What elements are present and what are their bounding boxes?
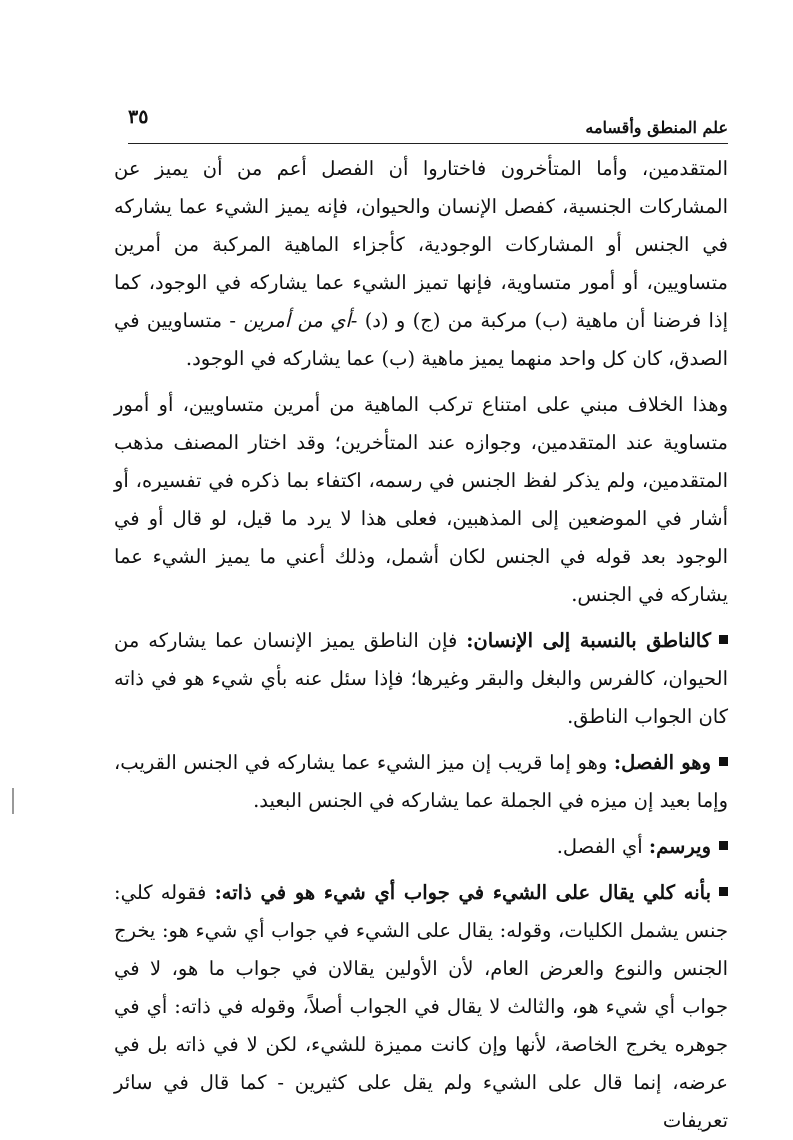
paragraph-2: وهذا الخلاف مبني على امتناع تركب الماهية من أمرين متساويين، أو أمور متساوية عند المتقدمين، وجوازه عند المتأخرين؛ وقد اختار المصنف مذهب المتقدمين، ولم يذكر لفظ الجنس في رسمه، اكتفاء بما ذكره في تفسيره، أو أشار في الموضعين إلى المذهبين، فعلى هذا لا يرد ما قيل، لو قال أو في الوجود بعد قوله في الجنس لكان أشمل، وذلك أعني ما يميز الشيء عما يشاركه في الجنس. [114, 393, 728, 606]
paragraph-3 [114, 622, 728, 736]
paragraph-1-italic: -أي من أمرين [243, 309, 358, 332]
body-text [114, 150, 728, 1140]
square-bullet-icon [719, 887, 728, 896]
paragraph-4 [114, 744, 728, 820]
paragraph-5 [114, 828, 728, 866]
paragraph-4-text: وهو إما قريب إن ميز الشيء عما يشاركه في الجنس القريب، وإما بعيد إن ميزه في الجملة عما يشاركه في الجنس البعيد. [114, 751, 728, 812]
paragraph-3-text: فإن الناطق يميز الإنسان عما يشاركه من الحيوان، كالفرس والبغل والبقر وغيرها؛ فإذا سئل عنه بأي شيء هو في ذاته كان الجواب الناطق. [114, 629, 728, 728]
running-title: علم المنطق وأقسامه [585, 118, 728, 137]
paragraph-4-lemma: وهو الفصل: [613, 751, 712, 774]
paragraph-3-lemma: كالناطق بالنسبة إلى الإنسان: [466, 629, 711, 652]
scan-edge-mark [12, 788, 14, 814]
paragraph-1 [114, 150, 728, 378]
paragraph-6 [114, 874, 728, 1140]
paragraph-1-text-a: المتقدمين، وأما المتأخرون فاختاروا أن الفصل أعم من أن يميز عن المشاركات الجنسية، كفصل الإنسان والحيوان، فإنه يميز الشيء عما يشاركه في الجنس أو المشاركات الوجودية، كأجزاء الماهية المركبة من أمرين متساويين، أو أمور متساوية، فإنها تميز الشيء عما يشاركه في الوجود، كما إذا فرضنا أن ماهية (ب) مركبة من (ج) و (د) [114, 157, 728, 332]
page-number: ٣٥ [128, 106, 149, 128]
paragraph-5-text: أي الفصل. [556, 835, 643, 858]
paragraph-1-text-b: - متساويين في الصدق، كان كل واحد منهما يميز ماهية (ب) عما يشاركه في الوجود. [114, 309, 728, 370]
header-rule [128, 143, 728, 144]
paragraph-6-lemma: بأنه كلي يقال على الشيء في جواب أي شيء هو في ذاته: [214, 881, 712, 904]
square-bullet-icon [719, 635, 728, 644]
square-bullet-icon [719, 841, 728, 850]
paragraph-5-lemma: ويرسم: [648, 835, 711, 858]
running-header [128, 104, 728, 140]
paragraph-6-text: فقوله كلي: جنس يشمل الكليات، وقوله: يقال على الشيء في جواب أي شيء هو: يخرج الجنس والنوع والعرض العام، لأن الأولين يقالان في جواب ما هو، لا في جواب أي شيء هو، والثالث لا يقال في الجواب أصلاً، وقوله في ذاته: أي في جوهره يخرج الخاصة، لأنها وإن كانت مميزة للشيء، لكن لا في ذاته بل في عرضه، إنما قال على الشيء ولم يقل على كثيرين - كما قال في سائر تعريفات [114, 881, 728, 1132]
square-bullet-icon [719, 757, 728, 766]
